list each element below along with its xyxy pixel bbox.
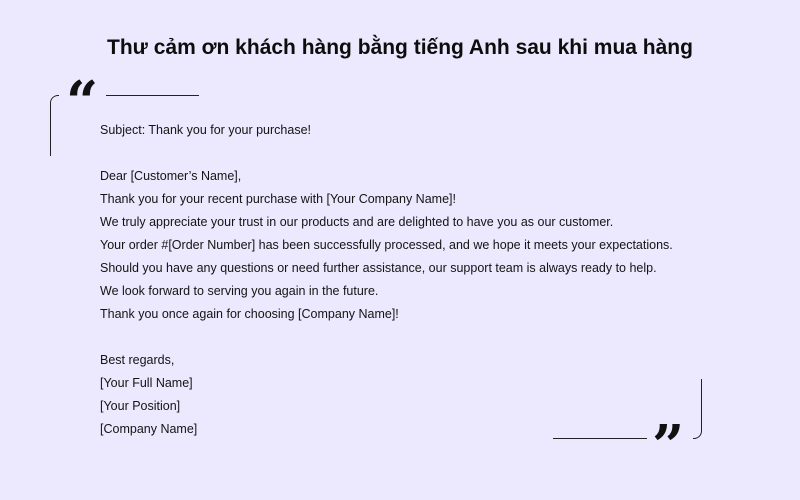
open-quote-icon: “	[66, 69, 99, 135]
letter-paragraph-line: Your order #[Order Number] has been successfully processed, and we hope it meets your expectations.	[100, 238, 673, 252]
signature-name: [Your Full Name]	[100, 376, 193, 390]
signature-company: [Company Name]	[100, 422, 198, 436]
letter-greeting: Dear [Customer’s Name],	[100, 169, 242, 183]
letter-spacer	[100, 142, 700, 165]
letter-subject: Subject: Thank you for your purchase!	[100, 123, 311, 137]
letter-spacer	[100, 326, 700, 349]
signature-position: [Your Position]	[100, 399, 181, 413]
close-quote-rule	[553, 438, 647, 439]
open-quote-bracket	[50, 95, 59, 156]
letter-paragraph-line: We look forward to serving you again in the future.	[100, 284, 379, 298]
letter-paragraph-line: Thank you for your recent purchase with [Your Company Name]!	[100, 192, 456, 206]
page-title: Thư cảm ơn khách hàng bằng tiếng Anh sau khi mua hàng	[107, 36, 693, 59]
close-quote-bracket	[693, 379, 702, 439]
letter-closing: Best regards,	[100, 353, 175, 367]
letter-paragraph-line: Thank you once again for choosing [Company Name]!	[100, 307, 399, 321]
letter-paragraph-line: Should you have any questions or need further assistance, our support team is always ready to help.	[100, 261, 657, 275]
open-quote-rule	[106, 95, 199, 96]
letter-paragraph-line: We truly appreciate your trust in our products and are delighted to have you as our customer.	[100, 215, 614, 229]
letter-body	[100, 119, 700, 441]
close-quote-icon: ”	[652, 413, 685, 479]
